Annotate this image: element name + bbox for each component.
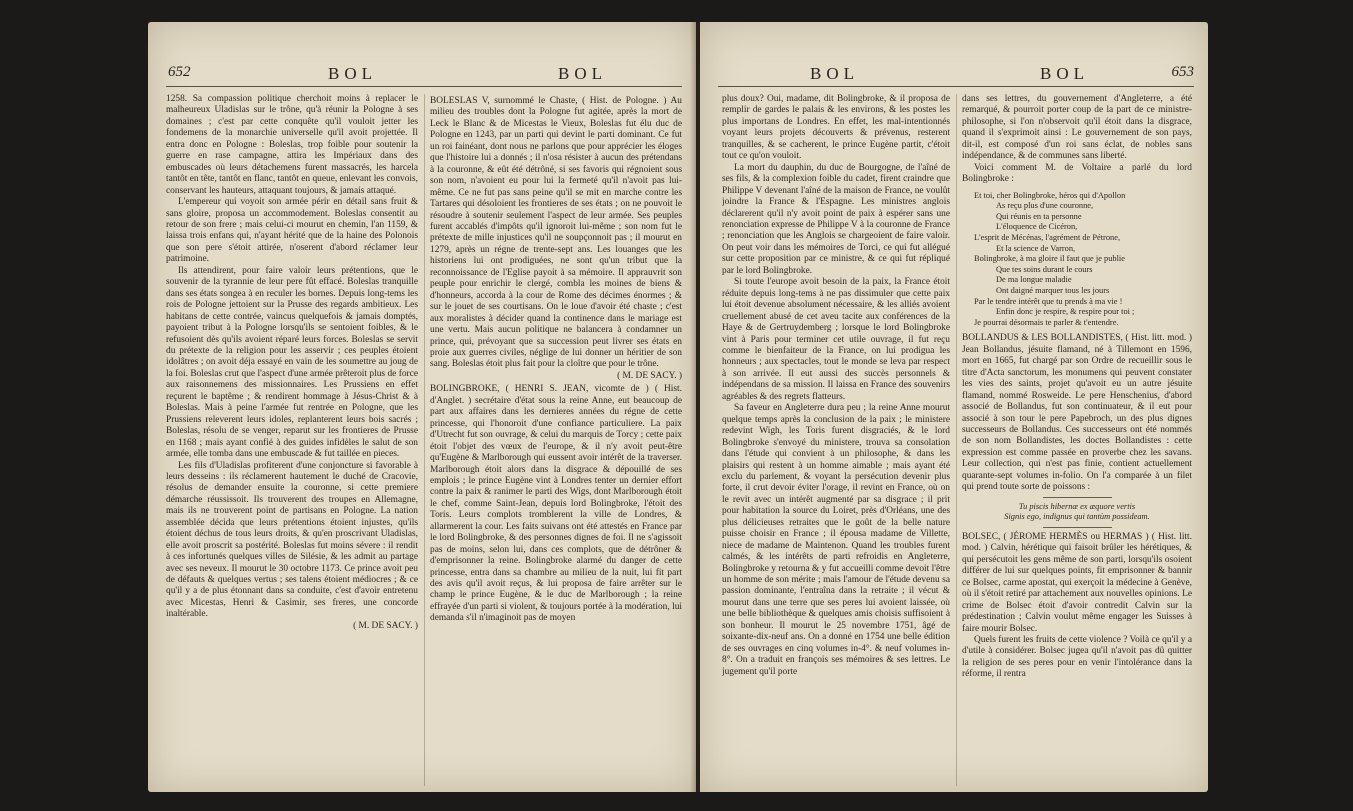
column-rule bbox=[956, 94, 957, 786]
verse-line: Enfin donc je respire, & respire pour toi ; bbox=[996, 307, 1135, 317]
right-column-2 bbox=[962, 94, 1192, 786]
paragraph: dans ses lettres, du gouvernement d'Angleterre, a été remarqué, & pourroit porter coup de la part de ce ministre-philosophe, si l'on n'observoit qu'il étoit dans la disgrace, quand il s'exprimoit ainsi : Le gouvernement de son pays, dit-il, est composé d'un roi sans éclat, de nobles sans indépendance, & de communes sans liberté. bbox=[962, 94, 1192, 162]
latin-verse bbox=[962, 502, 1192, 523]
verse-line: De ma longue maladie bbox=[996, 275, 1072, 285]
paragraph: Ils attendirent, pour faire valoir leurs prétentions, que le souvenir de la tyrannie de leur pere fût effacé. Boleslas tranquille dans ses états songea à en reculer les bornes. Depuis long-tems les rois de Pologne jettoient sur la Prusse des regards ambitieux. Les habitans de cette contrée, vaincus quelquefois & jamais domptés, payoient tribut à la Pologne lorsqu'ils se sentoient foibles, & le refusoient dès qu'ils avoient réparé leurs forces. Boleslas se servit du prétexte de la religion pour les asservir ; ces peuples étoient idolâtres ; on avoit déja essayé en vain de les soumettre au joug de la foi. Boleslas crut que l'aspect d'une armée prêteroit plus de force aux raisonnemens des missionnaires. Les Prussiens en effet reçurent le baptême ; & rendirent hommage à Jésus-Christ & à Boleslas. Mais à peine l'armée fut rentrée en Pologne, que les Prussiens releverent leurs idoles, replanterent leurs bois sacrés ; Boleslas, résolu de se venger, reparut sur les frontieres de Prusse en 1168 ; mais ayant confié à des guides infidèles le salut de son armée, elle tomba dans une embuscade & fut taillée en pieces. bbox=[166, 265, 418, 460]
separator bbox=[1043, 497, 1112, 498]
running-head-word: BOL bbox=[1040, 64, 1089, 83]
verse-line: Ont daigné marquer tous les jours bbox=[996, 285, 1110, 295]
page-number: 652 bbox=[168, 64, 191, 80]
left-column-2 bbox=[430, 94, 682, 786]
paragraph: L'empereur qui voyoit son armée périr en détail sans fruit & sans gloire, proposa un accommodement. Boleslas consentit au retour de son frere ; mais celui-ci mourut en chemin, l'an 1159, & laissa trois enfans qui, n'ayant hérité que de la haine des Polonois que son pere s'étoit attirée, n'oserent d'abord réclamer leur patrimoine. bbox=[166, 197, 418, 265]
verse-line: Que tes soins durant le cours bbox=[996, 264, 1093, 274]
right-column-1 bbox=[722, 94, 950, 786]
left-page bbox=[148, 22, 696, 792]
verse-line: Et toi, cher Bolingbroke, héros qui d'Apollon bbox=[974, 190, 1126, 200]
running-head-word: BOL bbox=[328, 64, 377, 83]
verse-line: L'esprit de Mécénas, l'agrément de Pétrone, bbox=[974, 233, 1121, 242]
verse-line: Et la science de Varron, bbox=[996, 243, 1076, 253]
author-signature: ( M. DE SACY. ) bbox=[353, 620, 418, 631]
paragraph: Sa faveur en Angleterre dura peu ; la reine Anne mourut quelque temps après la conclusion de la paix ; le ministere redevint Wigh, les Toris furent disgraciés, & le lord Bolingbroke s'envoyé du ministere, trouva sa consolation dans l'étude qui convient à un philosophe, & dans les plaisirs qui restent à un homme aimable ; mais ayant été exclu du parlement, & voyant la persécution devenir plus forte, il crut devoir éviter l'orage, il revint en France, où on le revit avec un intérêt augmenté par sa disgrace ; il prit pour habitation la source du Loiret, près d'Orléans, une des plus délicieuses retraites que le goût de la belle nature puisse choisir en France ; il épousa madame de Villette, niece de madame de Maintenon. Quand les troubles furent calmés, & les intérêts de parti refroidis en Angleterre, Bolingbroke y retourna & y fut accueilli comme devoit l'être un homme de son mérite ; mais l'amour de l'étude devenu sa passion dominante, l'entraîna dans la retraite ; il vécut & mourut dans une terre que ses peres lui avoient laissée, où une belle bibliothèque & quelques amis choisis suffisoient à son bonheur. Il mourut le 25 novembre 1751, âgé de soixante-dix-neuf ans. On a donné en 1754 une belle édition de ses ouvrages en cinq volumes in-4°. & neuf volumes in-8°. On a traduit en françois ses mémoires & ses lettres. Le jugement qu'il porte bbox=[722, 403, 950, 677]
right-running-head bbox=[700, 64, 1208, 86]
verse-line: Qui réunis en ta personne bbox=[996, 211, 1082, 221]
page-number: 653 bbox=[1171, 64, 1194, 80]
verse-line: Bolingbroke, à ma gloire il faut que je publie bbox=[974, 254, 1125, 264]
entry-bolsec: BOLSEC, ( JÉROME HERMÈS ou HERMAS ) ( Hist. litt. mod. ) Calvin, hérétique qui faisoit brûler les hérétiques, & qui persécutoit les gens même de son parti, lorsqu'ils osoient différer de lui sur quelques points, fit emprisonner & bannir ce Bolsec, carme apostat, qui exerçoit la médecine à Genève, où il s'étoit retiré par attachement aux nouvelles opinions. Le crime de Bolsec étoit d'avoir contredit Calvin sur la prédestination ; Calvin voulut même engager les Suisses à faire mourir Bolsec. bbox=[962, 531, 1192, 634]
running-head-word: BOL bbox=[558, 64, 607, 83]
paragraph: Quels furent les fruits de cette violence ? Voilà ce qu'il y a d'utile à considérer. Bolsec jugea qu'il n'avoit pas dû quitter la religion de ses peres pour en venir l'intolérance dans la réforme, il rentra bbox=[962, 634, 1192, 680]
entry-boleslas-v: BOLESLAS V, surnommé le Chaste, ( Hist. de Pologne. ) Au milieu des troubles dont la Pologne fut agitée, après la mort de Leck le Blanc & de Micestas le Vieux, Boleslas fut élu duc de Pologne en 1243, par un parti qui devint le parti dominant. Ce fut un roi fainéant, dont nous ne parlons que pour apprécier les éloges que l'histoire lui a donnés ; il n'osa résister à aucun des prétendans à la couronne, & eût été détrôné, si ses favoris qui régnoient sous son nom, n'avoient eu pour lui la fermeté qu'il n'avoit pas lui-même. Ce ne fut pas sans peine qu'il se mit en marche contre les Tartares qui désoloient les frontieres de ses états ; on ne pouvoit le résoudre à soutenir seulement l'aspect de leur armée. Ses peuples furent accablés d'impôts qu'il ignoroit lui-même ; son nom fut le prétexte de mille injustices qu'il ne soupçonnoit pas ; il mourut en 1279, après un régne de trente-sept ans. Les louanges que les historiens lui ont prodiguées, ne sont qu'un tribut que la reconnoissance de l'Eglise payoit à sa mémoire. Il apprauvrit son peuple pour enrichir le clergé, combla les moines de biens & d'honneurs, accorda à la cour de Rome des décimes énormes ; & sur le jouet de ses courtisans. On le loue d'avoir été chaste ; c'est aux moralistes à décider quand la continence dans le mariage est une vertu. Mais aucun politique ne balancera à condamner un prince, qui, prévoyant que sa succession peut livrer ses états en proie aux guerres civiles, néglige de lui donner un héritier de son sang. Boleslas étoit plus fait pour la cloître que pour le trône. bbox=[430, 96, 682, 370]
verse-line: As reçu plus d'une couronne, bbox=[996, 201, 1094, 211]
paragraph: Les fils d'Uladislas profiterent d'une conjoncture si favorable à leurs desseins : ils réclamerent hautement le duché de Cracovie, résolus de demander ensuite la couronne, si cette premiere démarche réussissoit. Ils trouverent des troupes en Allemagne, mais ils ne trouverent point de partisans en Pologne. La nation assemblée décida que leurs prétentions étoient injustes, qu'ils étoient déchus de tous leurs droits, & qu'en proscrivant Uladislas, elle avoit proscrit sa postérité. Boleslas fut moins sévere : il rendit à ces infortunés quelques villes de Silésie, & les admit au partage avec ses neveux. Il mourut le 30 octobre 1173. Ce prince avoit peu de défauts & quelques vertus ; ses talens étoient médiocres ; & ce qu'il y a de plus étonnant dans sa conduite, c'est d'avoir entretenu avec Micestas, Henri & Casimir, ses freres, une concorde inaltérable. bbox=[166, 460, 418, 620]
verse-line: Tu piscis hibernæ ex æquore vertis bbox=[1018, 501, 1136, 511]
entry-bolingbroke: BOLINGBROKE, ( HENRI S. JEAN, vicomte de ) ( Hist. d'Anglet. ) secrétaire d'état sous la reine Anne, eut beaucoup de part aux affaires dans les dernieres années du régne de cette princesse, qui l'honoroit d'une confiance particuliere. La paix d'Utrecht fut son ouvrage, & celui du marquis de Torcy ; cette paix étoit l'objet des vœux de l'europe, & il n'y avoit peut-être qu'Eugène & Marlborough qui eussent avoir intérêt de la traverser. Marlborough étoit alors dans la disgrace & dépouillé de ses emplois ; le prince Eugène vint à Londres tenter un dernier effort contre la paix & ranimer le parti des Wigs, dont Marlborough étoit le chef, comme Saint-Jean, depuis lord Bolingbroke, l'étoit des Toris. Leurs complots tromblerent la ville de Londres, & allarmerent la cour. Les faits suivans ont été attestés en France par le lord Bolingbroke, & des personnes dignes de foi. Il ne s'agissoit pas de moins, selon lui, dans ces complots, que de détrôner & d'emprisonner la reine. Bolingbroke alarmé du danger de cette princesse, entra dans sa chambre au milieu de la nuit, lui fit part des avis qu'il avoit reçus, & lui proposa de faire arrêter sur le champ le prince Eugène, & le duc de Marlborough ; la reine effrayée d'un parti si violent, & toujours portée à la modération, lui demanda s'il n'imaginoit pas de moyen bbox=[430, 384, 682, 624]
running-head-word: BOL bbox=[810, 64, 859, 83]
paragraph: Si toute l'europe avoit besoin de la paix, la France étoit réduite depuis long-tems à ne pas dissimuler que cette paix lui étoit devenue absolument nécessaire, & les alliés avoient cruellement abusé de cet aveu tacite aux conférences de la Haye & de Gertruydemberg ; lorsque le lord Bolingbroke vint à Paris pour terminer cet utile ouvrage, il fut reçu comme le bienfaiteur de la France, on lui prodigua les honneurs ; aux spectacles, tout le monde se leva par respect à son arrivée. Il eut aussi des succès personnels & indépendans de sa mission. Il laissa en France des souvenirs agréables & des regrets flatteurs. bbox=[722, 277, 950, 402]
right-page bbox=[700, 22, 1208, 792]
left-column-1 bbox=[166, 94, 418, 786]
paragraph: Voici comment M. de Voltaire a parlé du lord Bolingbroke : bbox=[962, 162, 1192, 185]
verse-line: Je pourrai désormais te parler & t'entendre. bbox=[974, 317, 1119, 327]
paragraph: 1258. Sa compassion politique cherchoit moins à replacer le malheureux Uladislas sur le trône, qu'à réunir la Pologne à ses domaines ; c'est par cette conquête qu'il vouloit jetter les fondemens de la monarchie universelle qu'il avoit projettée. Il entra donc en Pologne : Boleslas, trop foible pour soutenir la guerre en rase campagne, attira les Impériaux dans des embuscades où leurs détachemens furent massacrés, les harcela tantôt en tête, tantôt en flanc, tantôt en queue, enlevant les convois, conservant les hauteurs, attaquant toujours, & jamais attaqué. bbox=[166, 94, 418, 196]
head-rule bbox=[166, 86, 682, 87]
separator bbox=[1043, 527, 1112, 528]
verse-line: Signis ego, indignus qui tantùm possideam. bbox=[1004, 512, 1150, 522]
verse-line: L'éloquence de Cicéron, bbox=[996, 222, 1078, 232]
author-signature: ( M. DE SACY. ) bbox=[617, 370, 682, 381]
head-rule bbox=[718, 86, 1194, 87]
paragraph: La mort du dauphin, du duc de Bourgogne, de l'aîné de ses fils, & la complexion foible du cadet, firent craindre que Philippe V devenant l'aîné de la maison de France, ne voulût joindre la France & l'Espagne. Les ministres anglois déclarerent qu'il n'y avoit point de paix à espérer sans une renonciation expresse de Philippe V à la couronne de France ; renonciation que les Anglois se chargeoient de faire valoir. On peut voir dans les mémoires de Torci, ce qui fut allégué sur cette proposition par ce ministre, & ce qui fut répliqué par le lord Bolingbroke. bbox=[722, 162, 950, 276]
paragraph: plus doux? Oui, madame, dit Bolingbroke, & il proposa de remplir de gardes le palais & les environs, & les postes les plus importans de Londres. En effet, les mal-intentionnés voyant leurs projets découverts & prévenus, resterent tranquilles, & se cacherent, le prince Eugène partit, c'étoit tout ce qu'on vouloit. bbox=[722, 94, 950, 162]
entry-bollandus: BOLLANDUS & LES BOLLANDISTES, ( Hist. litt. mod. ) Jean Bollandus, jésuite flamand, né à Tillemont en 1596, mort en 1665, fut chargé par son Ordre de recueillir sous le titre d'Acta sanctorum, les monumens qui peuvent constater les vies des saints, projet qu'avoit eu un autre jésuite flamand, nommé Rosweide. Le pere Henschenius, d'abord associé de Bollandus, fut son continuateur, & il eut pour associé à son tour le pere Papebroch, un des plus dignes successeurs de Bollandus. Ces successeurs ont été nommés de son nom Bollandistes, les doctes Bollandistes : cette expression est comme passée en proverbe chez les savans. Leur collection, qui n'est pas finie, contient actuellement quarante-sept volumes in-folio. On l'a comparée à un filet qui prend toute sorte de poissons : bbox=[962, 333, 1192, 493]
verse-line: Par le tendre intérêt que tu prends à ma vie ! bbox=[974, 296, 1123, 306]
left-running-head bbox=[148, 64, 696, 86]
column-rule bbox=[424, 94, 425, 786]
voltaire-verse bbox=[974, 191, 1192, 329]
